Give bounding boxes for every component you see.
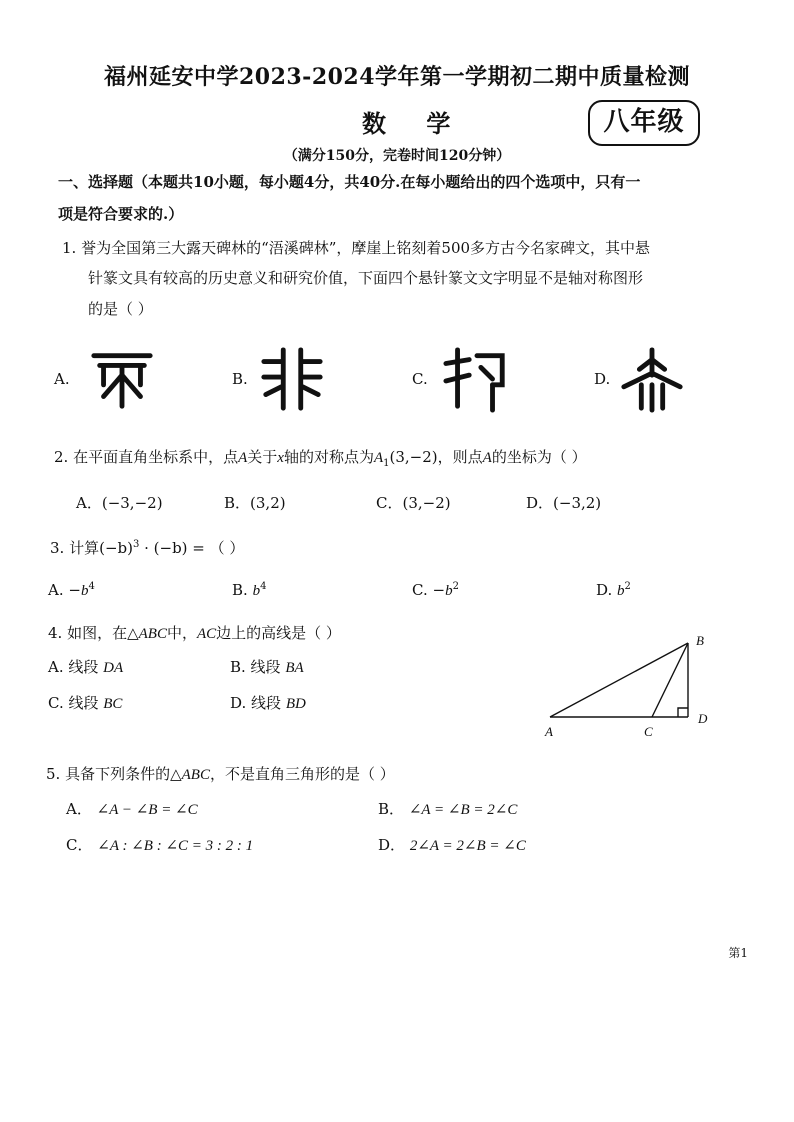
q2-option-c: C．(3,−2)	[376, 494, 451, 512]
segment-AB	[550, 643, 688, 717]
q2-stem: 2. 在平面直角坐标系中，点A关于x轴的对称点为$A_1(3,-2)$，则点A的坐标为（ ）	[54, 448, 587, 469]
q1-option-c-label: C.	[412, 370, 428, 388]
section-heading-line2: 项是符合要求的.）	[58, 205, 184, 223]
label-B: B	[696, 633, 704, 648]
q1-option-a-label: A.	[54, 370, 70, 388]
q4-option-a: A. 线段 DA	[48, 658, 124, 676]
q1-stem-line2: 针篆文具有较高的历史意义和研究价值，下面四个悬针篆文文字明显不是轴对称图形	[88, 269, 644, 287]
q1-option-a-glyph	[88, 345, 156, 415]
q1-option-b-glyph	[258, 345, 326, 415]
exam-note: （满分150分，完卷时间120分钟）	[283, 148, 511, 164]
q4-stem: 4. 如图，在△ABC中，AC边上的高线是（ ）	[48, 624, 341, 642]
q1-option-d-glyph	[618, 345, 686, 415]
q2-option-d: D．(−3,2)	[526, 494, 602, 512]
q1-option-b-label: B.	[232, 370, 248, 388]
q3-stem: 3. 计算$(-b)^3 \cdot (-b)$ = （ ）	[50, 539, 245, 557]
q1-option-c-glyph	[442, 345, 510, 415]
q1-stem-line1: 1. 誉为全国第三大露天碑林的“浯溪碑林”，摩崖上铭刻着500多方古今名家碑文，其中悬	[62, 239, 651, 257]
q4-triangle-figure	[540, 628, 720, 740]
q1-stem-line3: 的是（ ）	[88, 300, 153, 318]
q5-option-c: C． ∠A : ∠B : ∠C = 3 : 2 : 1	[66, 836, 254, 854]
section-heading-line1: 一、选择题（本题共10小题，每小题4分，共40分.在每小题给出的四个选项中，只有一	[58, 173, 641, 191]
q2-option-b: B．(3,2)	[224, 494, 286, 512]
q5-option-b: B． ∠A = ∠B = 2∠C	[378, 800, 518, 818]
segment-CB	[652, 643, 688, 717]
q3-option-d: D. $b^2$	[596, 581, 631, 599]
right-angle-mark	[678, 708, 688, 717]
q5-stem: 5. 具备下列条件的△ABC，不是直角三角形的是（ ）	[46, 765, 395, 783]
q5-option-a: A． ∠A − ∠B = ∠C	[66, 800, 198, 818]
page-number: 第1	[728, 946, 748, 960]
q3-option-c: C. $-b^2$	[412, 581, 459, 599]
q4-option-b: B. 线段 BA	[230, 658, 304, 676]
q5-option-d: D． 2∠A = 2∠B = ∠C	[378, 836, 526, 854]
label-A: A	[545, 724, 553, 739]
q3-option-b: B. $b^4$	[232, 581, 267, 599]
label-C: C	[644, 724, 653, 739]
q3-option-a: A. $-b^4$	[48, 581, 95, 599]
label-D: D	[698, 711, 708, 726]
subject-title: 数 学	[362, 109, 467, 138]
q4-option-d: D. 线段 BD	[230, 694, 306, 712]
q1-option-d-label: D.	[594, 370, 611, 388]
grade-badge: 八年级	[588, 100, 700, 146]
exam-title: 福州延安中学2023-2024学年第一学期初二期中质量检测	[103, 64, 691, 90]
q2-option-a: A．(−3,−2)	[76, 494, 163, 512]
q4-option-c: C. 线段 BC	[48, 694, 123, 712]
